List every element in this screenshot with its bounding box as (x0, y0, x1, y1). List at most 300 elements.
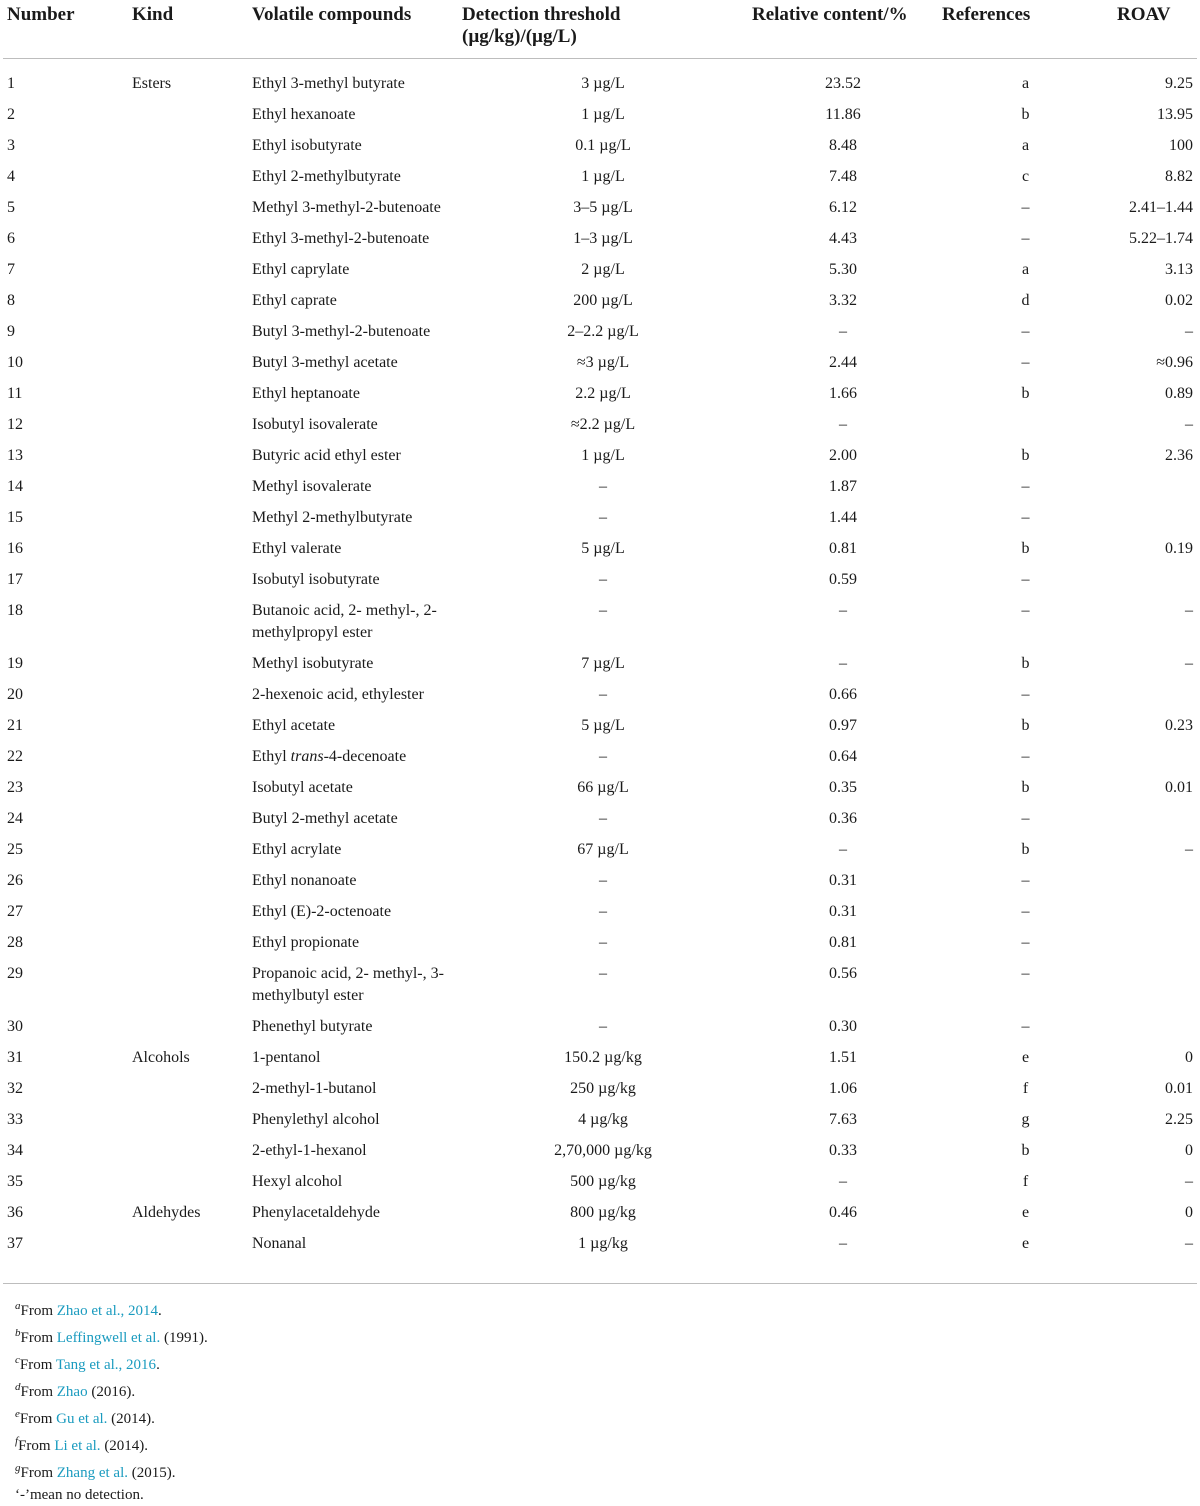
cell-relative-content: – (839, 323, 847, 340)
table-row (3, 410, 1197, 441)
cell-compound: Butyl 3-methyl acetate (252, 354, 398, 371)
cell-number: 32 (7, 1080, 23, 1097)
cell-threshold: – (599, 571, 607, 588)
table-row (3, 897, 1197, 928)
cell-kind (128, 866, 248, 897)
footnote-suffix: . (156, 1357, 160, 1373)
table-row (3, 100, 1197, 131)
cell-relative-content: – (839, 1235, 847, 1252)
table-row (3, 255, 1197, 286)
cell-kind (128, 742, 248, 773)
cell-reference: e (1021, 1235, 1030, 1252)
cell-threshold: 1 µg/L (581, 168, 625, 185)
cell-compound: Ethyl (E)-2-octenoate (252, 903, 392, 920)
cell-number: 13 (7, 447, 23, 464)
cell-reference: – (1021, 1018, 1030, 1035)
footnote (3, 1457, 1197, 1484)
cell-kind (128, 348, 248, 379)
cell-relative-content: – (839, 416, 847, 433)
table-row (3, 1012, 1197, 1043)
cell-relative-content: 0.56 (829, 965, 857, 982)
cell-kind (128, 1136, 248, 1167)
table-row (3, 1198, 1197, 1229)
cell-threshold: – (599, 903, 607, 920)
cell-reference: f (1022, 1080, 1029, 1097)
cell-threshold: 67 µg/L (577, 841, 629, 858)
cell-reference: b (1021, 717, 1030, 734)
cell-kind (128, 441, 248, 472)
cell-roav: – (1185, 841, 1193, 858)
footnote-mark: b (15, 1327, 21, 1339)
cell-kind (128, 410, 248, 441)
cell-kind (128, 835, 248, 866)
cell-kind (128, 286, 248, 317)
cell-threshold: 2.2 µg/L (575, 385, 631, 402)
cell-roav: 0.01 (1165, 1080, 1193, 1097)
footnote (3, 1376, 1197, 1403)
cell-compound: 2-ethyl-1-hexanol (252, 1142, 367, 1159)
cell-relative-content: 7.48 (829, 168, 857, 185)
footnote-citation-link[interactable]: Tang et al., 2016 (55, 1357, 157, 1373)
cell-relative-content: 1.44 (829, 509, 857, 526)
cell-reference: – (1021, 354, 1030, 371)
volatile-compounds-table (3, 0, 1197, 1283)
cell-reference: – (1021, 323, 1030, 340)
footnote-mark: a (15, 1300, 21, 1312)
footnote-prefix: From (18, 1438, 55, 1454)
footnote-suffix: (2014). (107, 1411, 155, 1427)
table-row (3, 928, 1197, 959)
footnote-mark: e (15, 1408, 20, 1420)
cell-roav (1113, 866, 1197, 897)
footnote-suffix: . (158, 1303, 162, 1319)
footnote-prefix: From (19, 1411, 57, 1427)
table-row (3, 441, 1197, 472)
cell-kind (128, 162, 248, 193)
cell-compound: Ethyl acetate (252, 717, 336, 734)
cell-threshold: 250 µg/kg (570, 1080, 636, 1097)
cell-roav: 2.25 (1165, 1111, 1193, 1128)
cell-compound: Phenethyl butyrate (252, 1018, 373, 1035)
footnote-suffix: (2014). (100, 1438, 149, 1454)
table-row (3, 348, 1197, 379)
footnote (3, 1322, 1197, 1349)
cell-threshold: – (599, 965, 607, 982)
footnote-citation-link[interactable]: Gu et al. (56, 1411, 108, 1427)
cell-threshold: – (599, 686, 607, 703)
table-row (3, 162, 1197, 193)
cell-roav: 8.82 (1165, 168, 1193, 185)
cell-relative-content: 5.30 (829, 261, 857, 278)
cell-relative-content: 0.33 (829, 1142, 857, 1159)
cell-roav: 0.19 (1165, 540, 1193, 557)
cell-relative-content: – (839, 655, 847, 672)
table-row (3, 1105, 1197, 1136)
cell-roav (1113, 928, 1197, 959)
footnote-prefix: From (19, 1357, 56, 1373)
cell-relative-content: 0.66 (829, 686, 857, 703)
cell-reference: – (1021, 686, 1030, 703)
cell-reference: b (1021, 447, 1030, 464)
cell-kind (128, 193, 248, 224)
cell-reference: g (1021, 1111, 1030, 1128)
cell-kind (128, 1012, 248, 1043)
cell-kind (128, 804, 248, 835)
table-row (3, 286, 1197, 317)
cell-kind (128, 1229, 248, 1283)
header-relative-content: Relative content/% (752, 4, 908, 25)
cell-number: 23 (7, 779, 23, 796)
header-roav: ROAV (1117, 4, 1171, 25)
cell-threshold: – (599, 478, 607, 495)
cell-kind (128, 472, 248, 503)
cell-roav: – (1185, 602, 1193, 619)
table-row (3, 866, 1197, 897)
cell-number: 8 (7, 292, 15, 309)
cell-number: 1 (7, 75, 15, 92)
cell-relative-content: 11.86 (825, 106, 861, 123)
cell-roav: 2.41–1.44 (1129, 199, 1193, 216)
cell-number: 36 (7, 1204, 23, 1221)
cell-roav (1113, 804, 1197, 835)
cell-number: 22 (7, 748, 23, 765)
cell-number: 30 (7, 1018, 23, 1035)
table-row (3, 131, 1197, 162)
cell-roav: ≈0.96 (1156, 354, 1193, 371)
cell-kind (128, 100, 248, 131)
cell-kind (128, 255, 248, 286)
cell-compound: Methyl 2-methylbutyrate (252, 509, 413, 526)
cell-number: 33 (7, 1111, 23, 1128)
cell-relative-content: – (839, 841, 847, 858)
cell-relative-content: – (839, 1173, 847, 1190)
cell-threshold: 0.1 µg/L (575, 137, 631, 154)
cell-compound: Ethyl 3-methyl butyrate (252, 75, 405, 92)
cell-compound: Ethyl isobutyrate (252, 137, 362, 154)
compound-name-prefix: Ethyl (252, 748, 291, 765)
cell-compound: Ethyl propionate (252, 934, 360, 951)
cell-number: 12 (7, 416, 23, 433)
table-row (3, 224, 1197, 255)
table-row (3, 742, 1197, 773)
header-references: References (942, 4, 1031, 25)
cell-kind (128, 1074, 248, 1105)
cell-threshold: – (599, 1018, 607, 1035)
cell-relative-content: 0.36 (829, 810, 857, 827)
header-compounds: Volatile compounds (252, 4, 412, 25)
cell-number: 3 (7, 137, 15, 154)
footnote-mark: g (15, 1462, 21, 1474)
footnote-prefix: From (20, 1330, 57, 1346)
cell-relative-content: 0.64 (829, 748, 857, 765)
cell-compound: Butyl 3-methyl-2-butenoate (252, 323, 431, 340)
header-threshold-line1: Detection threshold (462, 4, 621, 25)
cell-number: 26 (7, 872, 23, 889)
header-row (3, 0, 1197, 59)
cell-number: 37 (7, 1235, 23, 1252)
cell-roav: 0 (1185, 1204, 1193, 1221)
cell-reference: c (1021, 168, 1030, 185)
footnote-citation-link[interactable]: Zhao et al., 2014 (56, 1303, 158, 1319)
cell-reference (938, 410, 1113, 441)
cell-compound: Nonanal (252, 1235, 307, 1252)
footnote-suffix: (2016). (87, 1384, 136, 1400)
cell-relative-content: 0.46 (829, 1204, 857, 1221)
cell-threshold: – (599, 934, 607, 951)
cell-reference: – (1021, 230, 1030, 247)
cell-kind (128, 897, 248, 928)
cell-compound: Butanoic acid, 2- methyl-, 2-methylpropyl ester (252, 602, 437, 641)
cell-compound: 2-methyl-1-butanol (252, 1080, 377, 1097)
cell-relative-content: 0.35 (829, 779, 857, 796)
cell-number: 9 (7, 323, 15, 340)
cell-kind (128, 224, 248, 255)
cell-number: 6 (7, 230, 15, 247)
cell-compound: Isobutyl acetate (252, 779, 353, 796)
cell-reference: – (1021, 602, 1030, 619)
cell-roav: – (1185, 1235, 1193, 1252)
cell-reference: – (1021, 903, 1030, 920)
cell-number: 10 (7, 354, 23, 371)
footnote-citation-link[interactable]: Zhang et al. (56, 1465, 128, 1481)
cell-relative-content: 1.66 (829, 385, 857, 402)
cell-relative-content: – (839, 602, 847, 619)
cell-compound: Ethyl caprate (252, 292, 337, 309)
footnote-suffix: (2015). (128, 1465, 176, 1481)
cell-roav: 0.01 (1165, 779, 1193, 796)
cell-compound: Ethyl heptanoate (252, 385, 360, 402)
cell-kind (128, 596, 248, 649)
table-row (3, 1136, 1197, 1167)
cell-reference: e (1021, 1204, 1030, 1221)
cell-number: 21 (7, 717, 23, 734)
footnote-citation-link[interactable]: Leffingwell et al. (56, 1330, 161, 1346)
footnote-list (3, 1295, 1197, 1484)
cell-number: 28 (7, 934, 23, 951)
cell-compound: Methyl 3-methyl-2-butenoate (252, 199, 441, 216)
table-row (3, 1043, 1197, 1074)
table-row (3, 649, 1197, 680)
cell-relative-content: 1.06 (829, 1080, 857, 1097)
cell-reference: – (1021, 810, 1030, 827)
table-row (3, 379, 1197, 410)
cell-number: 35 (7, 1173, 23, 1190)
cell-relative-content: 0.97 (829, 717, 857, 734)
cell-reference: a (1021, 75, 1030, 92)
cell-roav (1113, 959, 1197, 1012)
cell-relative-content: 2.00 (829, 447, 857, 464)
cell-threshold: 1–3 µg/L (573, 230, 633, 247)
cell-roav (1113, 472, 1197, 503)
table-row (3, 804, 1197, 835)
footnote (3, 1295, 1197, 1322)
cell-relative-content: 7.63 (829, 1111, 857, 1128)
table-row (3, 1167, 1197, 1198)
cell-number: 15 (7, 509, 23, 526)
cell-reference: – (1021, 965, 1030, 982)
cell-compound: Ethyl nonanoate (252, 872, 357, 889)
cell-threshold: – (599, 602, 607, 619)
cell-number: 19 (7, 655, 23, 672)
cell-threshold: 3–5 µg/L (573, 199, 633, 216)
cell-reference: b (1021, 841, 1030, 858)
cell-threshold: – (599, 509, 607, 526)
cell-reference: b (1021, 779, 1030, 796)
cell-reference: – (1021, 571, 1030, 588)
cell-reference: a (1021, 137, 1030, 154)
cell-compound: Ethyl 2-methylbutyrate (252, 168, 401, 185)
cell-compound: Butyl 2-methyl acetate (252, 810, 398, 827)
cell-relative-content: 1.51 (829, 1049, 857, 1066)
cell-number: 31 (7, 1049, 23, 1066)
cell-kind (128, 928, 248, 959)
cell-threshold: 3 µg/L (581, 75, 625, 92)
cell-reference: b (1021, 106, 1030, 123)
cell-kind (128, 379, 248, 410)
cell-relative-content: 0.31 (829, 903, 857, 920)
cell-compound: 1-pentanol (252, 1049, 321, 1066)
cell-kind (128, 773, 248, 804)
cell-relative-content: 2.44 (829, 354, 857, 371)
cell-number: 27 (7, 903, 23, 920)
cell-kind (128, 959, 248, 1012)
cell-roav (1113, 565, 1197, 596)
cell-number: 20 (7, 686, 23, 703)
cell-compound: Butyric acid ethyl ester (252, 447, 401, 464)
cell-threshold: 2–2.2 µg/L (567, 323, 639, 340)
cell-kind: Alcohols (132, 1049, 190, 1066)
footnote-prefix: From (20, 1384, 57, 1400)
header-threshold (458, 0, 748, 59)
footnote-mark: f (15, 1435, 19, 1447)
table-row (3, 1074, 1197, 1105)
cell-roav: 0.89 (1165, 385, 1193, 402)
cell-relative-content: 1.87 (829, 478, 857, 495)
cell-threshold: ≈2.2 µg/L (570, 416, 636, 433)
cell-number: 4 (7, 168, 15, 185)
cell-threshold: 7 µg/L (581, 655, 625, 672)
cell-roav: – (1185, 1173, 1193, 1190)
cell-kind (128, 534, 248, 565)
cell-compound: Methyl isovalerate (252, 478, 372, 495)
footnote-mark: c (15, 1354, 20, 1366)
cell-number: 14 (7, 478, 23, 495)
cell-number: 7 (7, 261, 15, 278)
cell-relative-content: 0.31 (829, 872, 857, 889)
table-row (3, 472, 1197, 503)
cell-roav: – (1185, 323, 1193, 340)
compound-name-italic: trans (290, 748, 324, 765)
table-row (3, 680, 1197, 711)
cell-compound: Isobutyl isobutyrate (252, 571, 380, 588)
footnote-suffix: (1991). (160, 1330, 208, 1346)
cell-compound: Methyl isobutyrate (252, 655, 374, 672)
cell-threshold: – (599, 748, 607, 765)
cell-reference: – (1021, 934, 1030, 951)
cell-number: 29 (7, 965, 23, 982)
cell-relative-content: 0.81 (829, 934, 857, 951)
table-row (3, 503, 1197, 534)
cell-kind: Esters (132, 75, 172, 92)
footnote-citation-link[interactable]: Zhao (56, 1384, 88, 1400)
table-body (3, 59, 1197, 1284)
cell-reference: b (1021, 385, 1030, 402)
table-row (3, 1229, 1197, 1283)
cell-relative-content: 0.81 (829, 540, 857, 557)
cell-compound: Phenylacetaldehyde (252, 1204, 380, 1221)
cell-number: 11 (7, 385, 23, 402)
footnote (3, 1403, 1197, 1430)
cell-threshold: 500 µg/kg (570, 1173, 636, 1190)
cell-reference: – (1021, 199, 1030, 216)
table-row (3, 835, 1197, 866)
cell-threshold: 800 µg/kg (570, 1204, 636, 1221)
cell-threshold: 4 µg/kg (578, 1111, 628, 1128)
cell-threshold: 1 µg/L (581, 447, 625, 464)
cell-kind (128, 317, 248, 348)
footnote-citation-link[interactable]: Li et al. (54, 1438, 101, 1454)
table-row (3, 193, 1197, 224)
table-footnotes (3, 1283, 1197, 1506)
cell-reference: d (1021, 292, 1030, 309)
compound-name-suffix: -4-decenoate (323, 748, 407, 765)
cell-number: 5 (7, 199, 15, 216)
table-row (3, 565, 1197, 596)
cell-number: 17 (7, 571, 23, 588)
cell-kind (128, 565, 248, 596)
cell-roav: 2.36 (1165, 447, 1193, 464)
cell-relative-content: 8.48 (829, 137, 857, 154)
cell-compound: Propanoic acid, 2- methyl-, 3-methylbutyl ester (252, 965, 444, 1004)
cell-roav (1113, 503, 1197, 534)
cell-compound: Hexyl alcohol (252, 1173, 343, 1190)
header-threshold-line2: (µg/kg)/(µg/L) (462, 26, 577, 47)
cell-threshold: 2,70,000 µg/kg (554, 1142, 652, 1159)
table-row (3, 317, 1197, 348)
cell-kind (128, 1167, 248, 1198)
cell-roav: 0.02 (1165, 292, 1193, 309)
cell-roav: 9.25 (1165, 75, 1193, 92)
cell-roav (1113, 1012, 1197, 1043)
footnote-prefix: From (20, 1465, 57, 1481)
table-row (3, 596, 1197, 649)
cell-compound: Ethyl 3-methyl-2-butenoate (252, 230, 430, 247)
table-row (3, 773, 1197, 804)
cell-compound: Isobutyl isovalerate (252, 416, 378, 433)
cell-reference: a (1021, 261, 1030, 278)
cell-kind (128, 711, 248, 742)
cell-threshold: – (599, 810, 607, 827)
cell-compound (248, 742, 458, 773)
cell-relative-content: 23.52 (825, 75, 861, 92)
footnote-mark: d (15, 1381, 21, 1393)
cell-roav: – (1185, 655, 1193, 672)
cell-number: 16 (7, 540, 23, 557)
cell-kind (128, 503, 248, 534)
cell-roav: 0 (1185, 1142, 1193, 1159)
cell-relative-content: 0.59 (829, 571, 857, 588)
cell-number: 2 (7, 106, 15, 123)
cell-threshold: 5 µg/L (581, 717, 625, 734)
cell-kind (128, 649, 248, 680)
cell-threshold: – (599, 872, 607, 889)
cell-number: 34 (7, 1142, 23, 1159)
cell-reference: b (1021, 655, 1030, 672)
cell-threshold: 200 µg/L (573, 292, 633, 309)
no-detection-note: ‘-’mean no detection. (15, 1487, 144, 1503)
table-row (3, 711, 1197, 742)
cell-reference: e (1021, 1049, 1030, 1066)
